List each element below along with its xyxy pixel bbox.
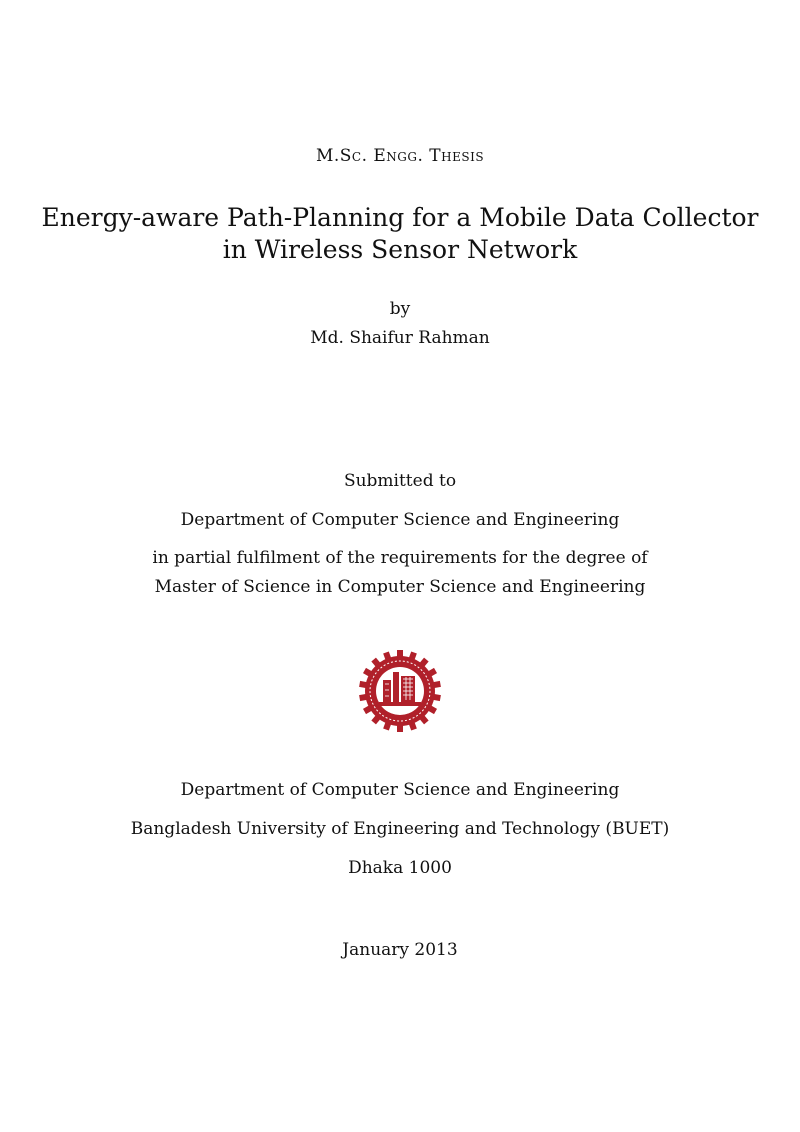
thesis-title-line2: in Wireless Sensor Network bbox=[222, 235, 578, 264]
degree-purpose-line2: Master of Science in Computer Science and Engineering bbox=[154, 577, 646, 597]
institution-department: Department of Computer Science and Engineering bbox=[180, 780, 620, 800]
city: Dhaka 1000 bbox=[348, 858, 452, 878]
author-name: Md. Shaifur Rahman bbox=[310, 328, 490, 348]
thesis-title-line1: Energy-aware Path-Planning for a Mobile Data Collector bbox=[41, 203, 759, 232]
university-name: Bangladesh University of Engineering and Technology (BUET) bbox=[130, 819, 670, 839]
buet-logo-icon bbox=[359, 650, 441, 732]
by-label: by bbox=[389, 299, 411, 319]
submission-date: January 2013 bbox=[342, 940, 458, 960]
degree-purpose-line1: in partial fulfilment of the requirements for the degree of bbox=[152, 548, 648, 568]
submitted-to-label: Submitted to bbox=[343, 471, 457, 491]
submission-department: Department of Computer Science and Engineering bbox=[180, 510, 620, 530]
thesis-type: M.Sc. Engg. Thesis bbox=[315, 146, 485, 166]
